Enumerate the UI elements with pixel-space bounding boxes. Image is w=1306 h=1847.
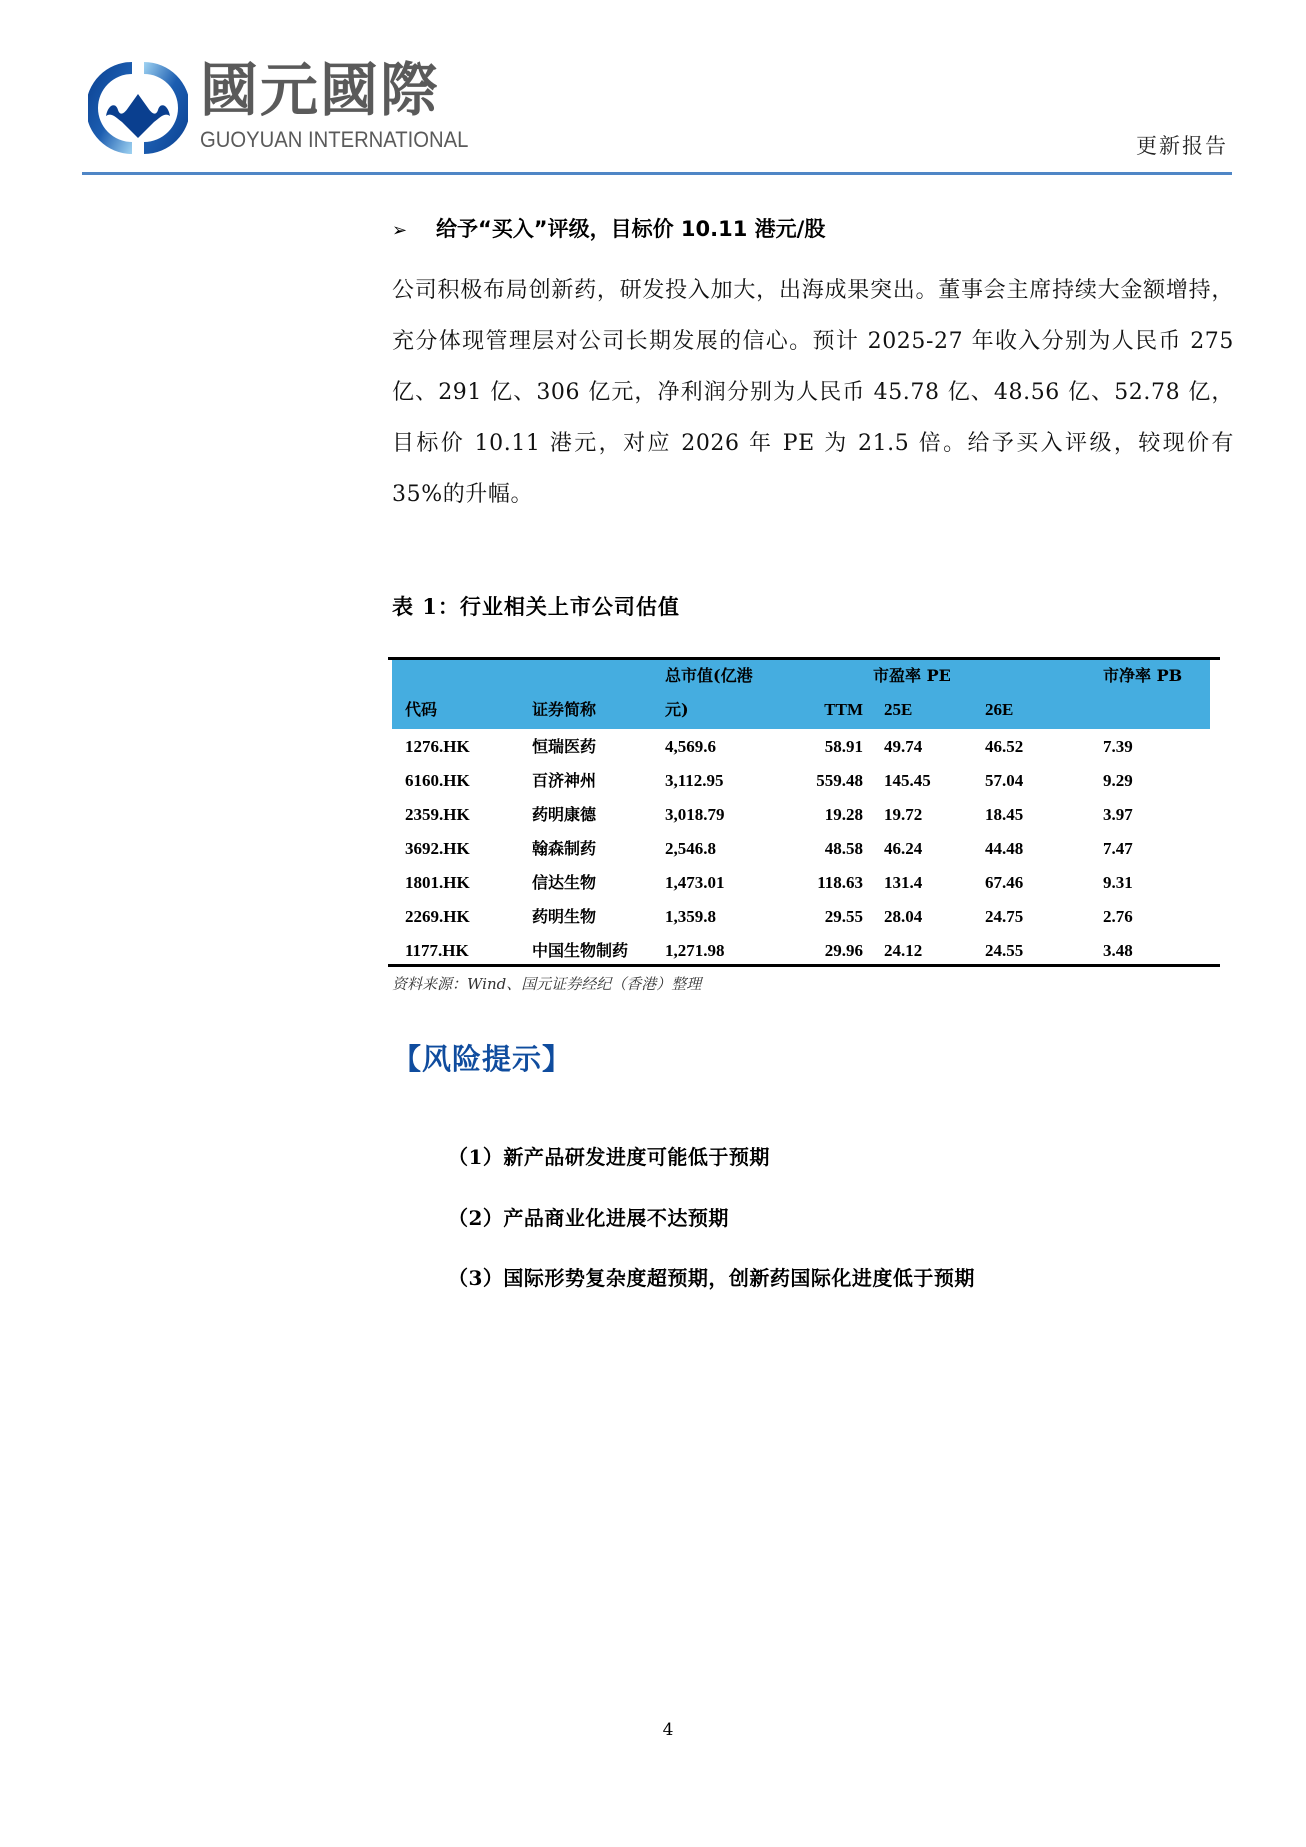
cell-ttm: 29.96 <box>824 941 863 960</box>
risk-section-title: 【风险提示】 <box>392 1042 573 1076</box>
cell-mktcap: 1,271.98 <box>665 941 725 960</box>
cell-code: 3692.HK <box>405 839 470 858</box>
cell-26e: 18.45 <box>985 805 1024 824</box>
cell-26e: 57.04 <box>985 771 1024 790</box>
rating-paragraph: 公司积极布局创新药，研发投入加大，出海成果突出。董事会主席持续大金额增持，充分体现管理层对公司长期发展的信心。预计 2025-27 年收入分别为人民币 275 亿、291 亿、306 亿元，净利润分别为人民币 45.78 亿、48.56 亿、52.78 亿，目标价 10.11 港元，对应 2026 年 PE 为 21.5 倍。给予买入评级，较现价有 35%的升幅。 <box>392 278 1234 507</box>
cell-name: 翰森制药 <box>532 839 597 858</box>
logo-wordmark-cn: 國元國際 <box>200 56 441 124</box>
cell-25e: 46.24 <box>884 839 923 858</box>
cell-mktcap: 4,569.6 <box>665 737 716 756</box>
cell-25e: 131.4 <box>884 873 923 892</box>
cell-name: 药明生物 <box>532 907 597 926</box>
cell-pb: 7.47 <box>1103 839 1133 858</box>
cell-25e: 28.04 <box>884 907 923 926</box>
report-type-label: 更新报告 <box>1136 134 1228 158</box>
cell-name: 信达生物 <box>532 873 597 892</box>
cell-mktcap: 3,112.95 <box>665 771 724 790</box>
header-code: 代码 <box>405 700 438 719</box>
header-mktcap-line2: 元) <box>665 700 689 719</box>
cell-pb: 3.97 <box>1103 805 1133 824</box>
header-25e: 25E <box>884 700 913 719</box>
cell-mktcap: 1,473.01 <box>665 873 725 892</box>
cell-26e: 24.75 <box>985 907 1024 926</box>
cell-code: 6160.HK <box>405 771 470 790</box>
cell-code: 1276.HK <box>405 737 470 756</box>
cell-26e: 46.52 <box>985 737 1024 756</box>
cell-name: 百济神州 <box>532 771 597 790</box>
cell-code: 1801.HK <box>405 873 470 892</box>
header-pe-group: 市盈率 PE <box>873 666 951 685</box>
cell-pb: 7.39 <box>1103 737 1133 756</box>
cell-mktcap: 3,018.79 <box>665 805 725 824</box>
table-title: 表 1：行业相关上市公司估值 <box>392 594 680 619</box>
header-divider <box>82 172 1232 175</box>
section-heading-text: 给予“买入”评级，目标价 10.11 港元/股 <box>436 217 826 241</box>
cell-25e: 145.45 <box>884 771 931 790</box>
cell-mktcap: 1,359.8 <box>665 907 716 926</box>
cell-25e: 49.74 <box>884 737 923 756</box>
cell-pb: 9.29 <box>1103 771 1133 790</box>
header-pb: 市净率 PB <box>1103 666 1183 685</box>
cell-pb: 3.48 <box>1103 941 1133 960</box>
cell-ttm: 29.55 <box>824 907 863 926</box>
cell-mktcap: 2,546.8 <box>665 839 716 858</box>
cell-25e: 19.72 <box>884 805 923 824</box>
cell-ttm: 559.48 <box>816 771 863 790</box>
cell-pb: 9.31 <box>1103 873 1133 892</box>
risk-item: （2）产品商业化进展不达预期 <box>448 1206 729 1230</box>
header-mktcap-line1: 总市值(亿港 <box>665 666 753 685</box>
section-heading <box>392 214 825 246</box>
company-logo-icon <box>88 58 188 158</box>
arrow-bullet-icon: ➢ <box>392 220 408 241</box>
table-source-note: 资料来源：Wind、国元证券经纪（香港）整理 <box>392 975 702 993</box>
cell-ttm: 48.58 <box>824 839 863 858</box>
cell-ttm: 118.63 <box>817 873 863 892</box>
cell-pb: 2.76 <box>1103 907 1133 926</box>
logo-wordmark-en: GUOYUAN INTERNATIONAL <box>200 127 469 152</box>
cell-code: 1177.HK <box>405 941 469 960</box>
cell-name: 恒瑞医药 <box>532 737 597 756</box>
cell-ttm: 58.91 <box>824 737 863 756</box>
risk-item: （3）国际形势复杂度超预期，创新药国际化进度低于预期 <box>448 1266 975 1290</box>
cell-name: 中国生物制药 <box>532 941 629 960</box>
header-name: 证券简称 <box>532 700 597 719</box>
page-number: 4 <box>662 1720 674 1740</box>
cell-code: 2359.HK <box>405 805 470 824</box>
table-bottom-rule <box>388 964 1220 967</box>
header-26e: 26E <box>985 700 1014 719</box>
cell-25e: 24.12 <box>884 941 923 960</box>
cell-code: 2269.HK <box>405 907 470 926</box>
risk-item: （1）新产品研发进度可能低于预期 <box>448 1145 770 1169</box>
cell-26e: 44.48 <box>985 839 1024 858</box>
cell-26e: 24.55 <box>985 941 1024 960</box>
cell-name: 药明康德 <box>532 805 597 824</box>
cell-ttm: 19.28 <box>824 805 863 824</box>
header-ttm: TTM <box>824 700 863 719</box>
cell-26e: 67.46 <box>985 873 1024 892</box>
